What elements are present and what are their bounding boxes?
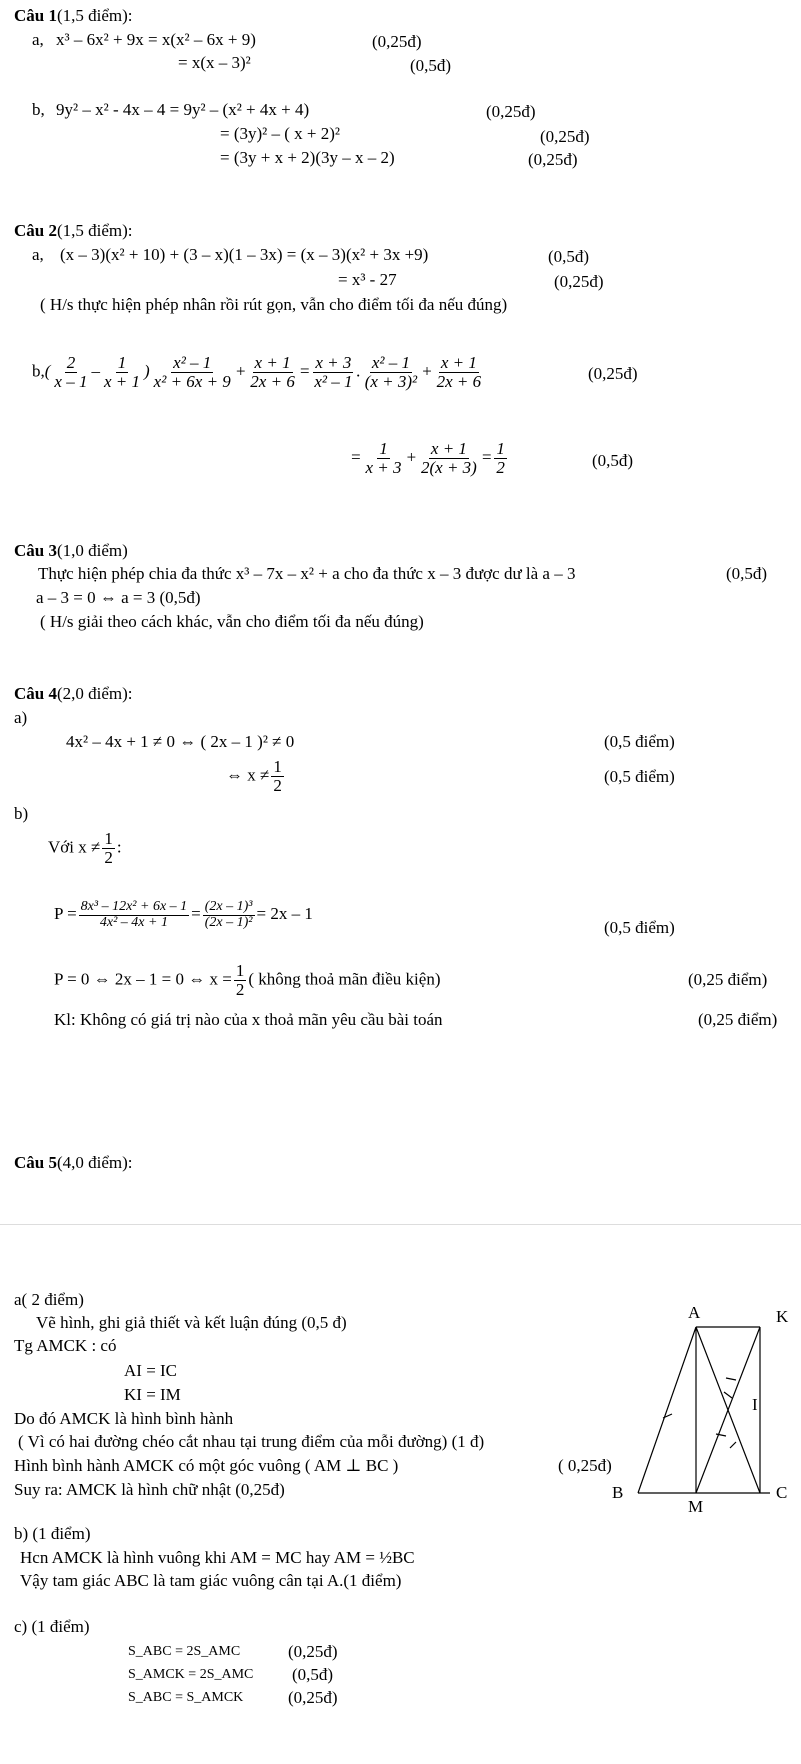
q5-title: Câu 5	[14, 1153, 57, 1172]
frac-den: 2	[235, 979, 245, 999]
q1-b-label: b,	[32, 100, 45, 119]
q1-a1-score: (0,25đ)	[372, 32, 422, 51]
frac-den: 2	[104, 847, 113, 867]
q5-c-head: c) (1 điểm)	[14, 1617, 90, 1636]
frac-num: 1	[379, 439, 388, 458]
q3-line1-score: (0,5đ)	[726, 564, 768, 583]
frac-den: 4x² – 4x + 1	[99, 914, 168, 930]
page-divider	[0, 1224, 801, 1225]
q5-a1: Vẽ hình, ghi giả thiết và kết luận đúng (0,5 đ)	[36, 1313, 347, 1332]
q2-a2-score: (0,25đ)	[554, 272, 604, 291]
frac-den: x² – 1	[314, 371, 353, 391]
q2-a2: = x³ - 27	[338, 270, 397, 289]
frac-den: x² + 6x + 9	[153, 371, 231, 391]
label-k: K	[776, 1307, 789, 1326]
q1-b1-score: (0,25đ)	[486, 102, 536, 121]
q4-kl-score: (0,25 điểm)	[698, 1010, 778, 1029]
q4-a2	[226, 758, 286, 795]
q1-a1: x³ – 6x² + 9x = x(x² – 6x + 9)	[56, 30, 256, 49]
q2-b-score2: (0,5đ)	[592, 451, 634, 470]
frac-den: (2x – 1)²	[204, 914, 253, 930]
frac-den: x + 3	[365, 457, 402, 477]
label-a: A	[688, 1303, 701, 1322]
q4-p-score: (0,5 điểm)	[604, 918, 675, 937]
q1-b3-score: (0,25đ)	[528, 150, 578, 169]
q4-a-label: a)	[14, 708, 28, 727]
q1-b2-score: (0,25đ)	[540, 127, 590, 146]
q1-a-label: a,	[32, 30, 44, 49]
q5-points: (4,0 điểm):	[56, 1153, 133, 1172]
q2-a-label: a,	[32, 245, 44, 264]
q4-title: Câu 4	[14, 684, 57, 703]
q5-b2: Vậy tam giác ABC là tam giác vuông cân tại A.(1 điểm)	[20, 1571, 402, 1590]
label-c: C	[776, 1483, 788, 1502]
q3-title: Câu 3	[14, 541, 57, 560]
q2-heading	[14, 221, 133, 241]
q1-points: (1,5 điểm):	[56, 6, 133, 25]
frac-num: x² – 1	[173, 353, 212, 372]
q4-a1: 4x² – 4x + 1 ≠ 0 ⇔ ( 2x – 1 )² ≠ 0	[66, 732, 295, 751]
label-i: I	[752, 1395, 758, 1414]
frac-num: 8x³ – 12x² + 6x – 1	[80, 899, 188, 914]
q5-heading	[14, 1153, 133, 1173]
q2-b-expr2: = $\frac{1}{x + 3}$ + $\frac{x + 1}{2(x + 3)}$ = $\frac{1}{2}$	[350, 439, 505, 477]
q4-p-result: = 2x – 1	[256, 904, 313, 924]
frac-num: x + 1	[440, 353, 477, 372]
frac-num: 2	[66, 353, 76, 372]
q5-c3: S_ABC = S_AMCK	[128, 1690, 244, 1705]
q5-a7: Hình bình hành AMCK có một góc vuông ( AM ⊥ BC )	[14, 1456, 399, 1475]
frac-den: 2x + 6	[250, 371, 295, 391]
q4-b-label: b)	[14, 804, 29, 823]
q1-b3: = (3y + x + 2)(3y – x – 2)	[220, 148, 395, 167]
q4-points: (2,0 điểm):	[56, 684, 133, 703]
segment-ab	[638, 1327, 696, 1493]
q5-a-head: a( 2 điểm)	[14, 1290, 84, 1309]
frac-num: 1	[117, 353, 127, 372]
q4-kl: Kl: Không có giá trị nào của x thoả mãn yêu cầu bài toán	[54, 1010, 443, 1029]
q5-b-head: b) (1 điểm)	[14, 1524, 91, 1543]
q5-c1: S_ABC = 2S_AMC	[128, 1644, 241, 1659]
q1-title: Câu 1	[14, 6, 57, 25]
q5-a8: Suy ra: AMCK là hình chữ nhật (0,25đ)	[14, 1480, 285, 1499]
q4-heading	[14, 684, 133, 704]
q3-line2: a – 3 = 0 ⇔ a = 3 (0,5đ)	[36, 588, 201, 607]
q1-a2-score: (0,5đ)	[410, 56, 452, 75]
q5-b1: Hcn AMCK là hình vuông khi AM = MC hay AM = ½BC	[20, 1548, 415, 1567]
q2-b-expr1: b,( $\frac{2}{x - 1}$ – $\frac{1}{x + 1}$ ) $\frac{\text{x² – 1}}{\text{x² + 6x + 9}}$ + $\frac{x + 1}{2x + 6}$ = $\frac{x + 3}{\text{x² – 1}}$ . $\frac{\text{x² – 1}}{\text{(x + 3)²}}$ + $\frac{x + 1}{2x + 6}$	[32, 353, 482, 391]
q2-points: (1,5 điểm):	[56, 221, 133, 240]
q1-b2: = (3y)² – ( x + 2)²	[220, 124, 341, 143]
q1-heading	[14, 6, 133, 26]
q5-a2: Tg AMCK : có	[14, 1336, 117, 1355]
q3-note: ( H/s giải theo cách khác, vẫn cho điểm tối đa nếu đúng)	[40, 612, 424, 631]
frac-den: (x + 3)²	[364, 371, 418, 391]
tick-mark	[726, 1378, 736, 1380]
frac-den: x – 1	[54, 371, 88, 391]
frac-den: 2(x + 3)	[421, 457, 477, 477]
q5-c2: S_AMCK = 2S_AMC	[128, 1667, 254, 1682]
q5-a4: KI = IM	[124, 1385, 181, 1404]
label-b: B	[612, 1483, 624, 1502]
q4-a2-prefix: ⇔ x ≠	[226, 765, 270, 785]
frac-num: x + 1	[430, 439, 467, 458]
q2-title: Câu 2	[14, 221, 57, 240]
geometry-figure	[600, 1300, 790, 1520]
frac-num: x + 3	[315, 353, 352, 372]
q2-note: ( H/s thực hiện phép nhân rồi rút gọn, vẫn cho điểm tối đa nếu đúng)	[40, 295, 508, 314]
q4-b-with-text: Với x ≠	[48, 837, 101, 857]
q3-points: (1,0 điểm)	[56, 541, 128, 560]
tick-mark	[730, 1442, 736, 1448]
tick-mark	[724, 1392, 732, 1398]
q5-c3-score: (0,25đ)	[288, 1688, 338, 1707]
frac-num: 1	[273, 757, 282, 776]
q4-p0-text: P = 0 ⇔ 2x – 1 = 0 ⇔ x =	[54, 969, 232, 989]
q2-b-label: b,	[32, 361, 45, 381]
frac-num: 1	[235, 961, 245, 980]
q5-a3: AI = IC	[124, 1361, 178, 1380]
q5-a6: ( Vì có hai đường chéo cắt nhau tại trung điểm của mỗi đường) (1 đ)	[18, 1432, 485, 1451]
frac-num: x + 1	[254, 353, 291, 372]
frac-den: 2	[273, 775, 282, 795]
label-m: M	[688, 1497, 704, 1516]
q4-p0-score: (0,25 điểm)	[688, 970, 768, 989]
frac-den: 2	[496, 457, 505, 477]
q2-b-score1: (0,25đ)	[588, 364, 638, 383]
frac-num: 1	[104, 829, 113, 848]
q5-c1-score: (0,25đ)	[288, 1642, 338, 1661]
q5-a7-score: ( 0,25đ)	[558, 1456, 612, 1475]
frac-num: x² – 1	[371, 353, 411, 372]
q4-a2-score: (0,5 điểm)	[604, 767, 675, 786]
q1-a2: = x(x – 3)²	[178, 53, 251, 72]
frac-den: 2x + 6	[436, 371, 482, 391]
q5-c2-score: (0,5đ)	[292, 1665, 334, 1684]
q3-line1: Thực hiện phép chia đa thức x³ – 7x – x² + a cho đa thức x – 3 được dư là a – 3	[38, 564, 576, 583]
q4-b-with: Với x ≠ $\frac{1}{2}$ :	[48, 829, 122, 867]
q4-p0-note: ( không thoả mãn điều kiện)	[248, 969, 441, 989]
frac-den: x + 1	[103, 371, 140, 391]
q5-a5: Do đó AMCK là hình bình hành	[14, 1409, 234, 1428]
q4-a1-score: (0,5 điểm)	[604, 732, 675, 751]
frac-num: 1	[496, 439, 505, 458]
q4-p-expr: P = $\frac{\text{8x³ – 12x² + 6x – 1}}{\text{4x² – 4x + 1}}$ = $\frac{\text{(2x – 1)³}}{\text{(2x – 1)²}}$ = 2x – 1	[54, 899, 313, 930]
q1-b1: 9y² – x² - 4x – 4 = 9y² – (x² + 4x + 4)	[56, 100, 310, 119]
q4-p0	[54, 962, 441, 999]
q2-a1: (x – 3)(x² + 10) + (3 – x)(1 – 3x) = (x – 3)(x² + 3x +9)	[60, 245, 429, 264]
q2-a1-score: (0,5đ)	[548, 247, 590, 266]
q3-heading	[14, 541, 128, 561]
frac-num: (2x – 1)³	[204, 899, 253, 914]
q4-p-eq: P =	[54, 904, 77, 924]
